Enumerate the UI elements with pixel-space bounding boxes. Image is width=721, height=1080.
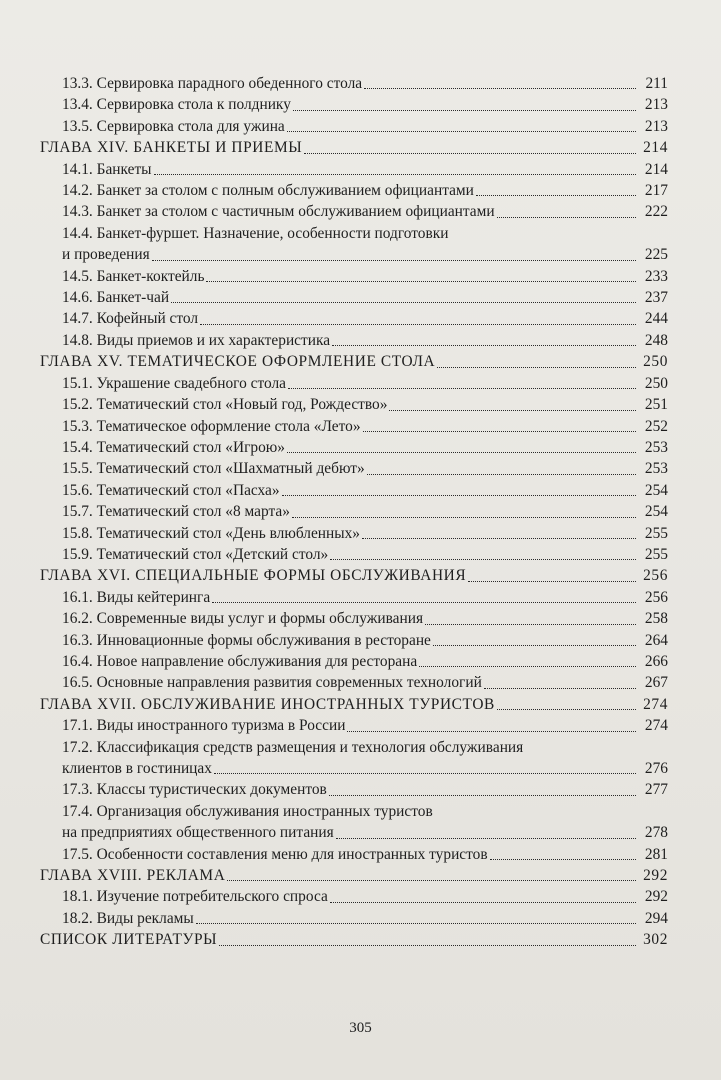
toc-page-number: 214: [644, 160, 668, 178]
toc-entry-lead: [40, 523, 638, 544]
toc-entry-title: 18.2. Виды рекламы: [62, 909, 194, 927]
toc-entry-title: ГЛАВА XVIII. РЕКЛАМА: [40, 867, 226, 885]
dot-leader: [364, 88, 636, 89]
dot-leader: [484, 688, 636, 689]
toc-entry-lead: [40, 630, 638, 651]
toc-entry-lead: [40, 416, 638, 437]
toc-entry-lead: [40, 244, 638, 265]
toc-entry: [40, 822, 668, 843]
toc-entry-lead: [40, 672, 638, 693]
dot-leader: [154, 174, 636, 175]
toc-entry-title: 15.8. Тематический стол «День влюбленных»: [62, 524, 360, 542]
toc-page-number: 251: [644, 396, 668, 414]
toc-page-number: 248: [644, 331, 668, 349]
toc-page-number: 255: [644, 545, 668, 563]
toc-chapter-entry: [40, 865, 668, 886]
toc-page-number: 250: [644, 374, 668, 392]
toc-page-number: 214: [643, 139, 668, 157]
toc-page-number: 267: [644, 674, 668, 692]
toc-entry-lead: [40, 694, 638, 715]
toc-page-number: 278: [644, 824, 668, 842]
toc-entry-lead: [40, 394, 638, 415]
toc-page-number: 237: [644, 289, 668, 307]
toc-entry-lead: [40, 865, 638, 886]
toc-page-number: 211: [645, 75, 668, 92]
toc-entry: [40, 523, 668, 544]
toc-entry-first-line: [40, 223, 668, 244]
toc-entry-title: 17.1. Виды иностранного туризма в России: [62, 717, 346, 735]
toc-entry-lead: [40, 159, 638, 180]
toc-entry-title: 16.1. Виды кейтеринга: [62, 588, 211, 606]
toc-entry-title: на предприятиях общественного питания: [62, 824, 334, 842]
dot-leader: [497, 217, 636, 218]
toc-entry-title: ГЛАВА XIV. БАНКЕТЫ И ПРИЕМЫ: [40, 139, 303, 157]
dot-leader: [425, 624, 636, 625]
toc-entry: [40, 779, 668, 800]
toc-entry-title: 17.3. Классы туристических документов: [62, 781, 327, 799]
toc-page-number: 254: [644, 503, 668, 521]
toc-entry: [40, 373, 668, 394]
toc-entry-title: 14.6. Банкет-чай: [62, 289, 170, 307]
toc-entry-lead: [40, 758, 638, 779]
toc-page-number: 253: [644, 460, 668, 478]
dot-leader: [330, 559, 636, 560]
toc-entry-title: клиентов в гостиницах: [62, 760, 212, 777]
toc-entry: [40, 886, 668, 907]
dot-leader: [363, 431, 636, 432]
toc-entry-title: 15.2. Тематический стол «Новый год, Рождество»: [62, 396, 388, 414]
toc-page-number: 276: [644, 760, 668, 777]
table-of-contents: [40, 73, 668, 951]
toc-entry-title: СПИСОК ЛИТЕРАТУРЫ: [40, 931, 218, 949]
toc-entry-title: 16.3. Инновационные формы обслуживания в ресторане: [62, 631, 431, 649]
toc-entry: [40, 416, 668, 437]
toc-entry-title: 16.5. Основные направления развития современных технологий: [62, 674, 482, 692]
dot-leader: [200, 324, 636, 325]
toc-entry-title: 14.8. Виды приемов и их характеристика: [62, 331, 331, 349]
toc-entry: [40, 458, 668, 479]
toc-chapter-entry: [40, 929, 668, 950]
dot-leader: [433, 645, 636, 646]
dot-leader: [206, 281, 636, 282]
toc-entry-title: 17.2. Классификация средств размещения и технология обслуживания: [62, 738, 524, 756]
toc-entry-title: 15.3. Тематическое оформление стола «Лето»: [62, 417, 361, 435]
dot-leader: [288, 388, 636, 389]
toc-entry-title: 18.1. Изучение потребительского спроса: [62, 888, 328, 906]
toc-page-number: 225: [644, 246, 668, 264]
toc-entry: [40, 116, 668, 137]
toc-page-number: 233: [644, 267, 668, 285]
toc-entry-lead: [40, 373, 638, 394]
toc-page-number: 250: [643, 353, 668, 371]
toc-entry-lead: [40, 715, 638, 736]
toc-entry-title: 17.4. Организация обслуживания иностранных туристов: [62, 802, 433, 820]
toc-page-number: 274: [644, 717, 668, 735]
toc-entry-lead: [40, 886, 638, 907]
toc-entry: [40, 715, 668, 736]
toc-entry: [40, 201, 668, 222]
dot-leader: [490, 859, 636, 860]
toc-page-number: 264: [644, 631, 668, 649]
toc-entry-title: 13.3. Сервировка парадного обеденного стола: [62, 75, 363, 92]
toc-chapter-entry: [40, 565, 668, 586]
toc-entry-title: 14.7. Кофейный стол: [62, 310, 199, 328]
toc-entry: [40, 244, 668, 265]
toc-entry: [40, 437, 668, 458]
dot-leader: [497, 709, 636, 710]
toc-entry: [40, 501, 668, 522]
toc-entry: [40, 672, 668, 693]
dot-leader: [329, 795, 636, 796]
dot-leader: [336, 838, 636, 839]
toc-entry-title: 14.2. Банкет за столом с полным обслуживанием официантами: [62, 182, 474, 200]
toc-page-number: 302: [643, 931, 668, 949]
dot-leader: [171, 302, 636, 303]
dot-leader: [282, 495, 636, 496]
dot-leader: [219, 945, 636, 946]
toc-entry-lead: [40, 330, 638, 351]
toc-entry-lead: [40, 287, 638, 308]
toc-entry-lead: [40, 565, 638, 586]
toc-entry-lead: [40, 351, 638, 372]
toc-entry-lead: [40, 929, 638, 950]
toc-entry-lead: [40, 73, 638, 94]
toc-entry-lead: [40, 822, 638, 843]
toc-chapter-entry: [40, 694, 668, 715]
toc-entry-lead: [40, 844, 638, 865]
toc-entry-title: 14.5. Банкет-коктейль: [62, 267, 205, 285]
dot-leader: [367, 474, 636, 475]
toc-entry-first-line: [40, 801, 668, 822]
toc-page-number: 244: [644, 310, 668, 328]
toc-entry-lead: [40, 480, 638, 501]
toc-page-number: 256: [643, 567, 668, 585]
toc-entry: [40, 908, 668, 929]
toc-entry: [40, 330, 668, 351]
toc-page-number: 213: [644, 96, 668, 114]
toc-entry-title: 16.4. Новое направление обслуживания для ресторана: [62, 652, 418, 670]
toc-page-number: 254: [644, 481, 668, 499]
toc-entry: [40, 630, 668, 651]
toc-entry-title: 15.4. Тематический стол «Игрою»: [62, 438, 285, 456]
toc-entry-lead: [40, 587, 638, 608]
toc-entry: [40, 608, 668, 629]
toc-entry-lead: [40, 180, 638, 201]
toc-entry-lead: [40, 94, 638, 115]
toc-entry-lead: [40, 458, 638, 479]
toc-entry: [40, 308, 668, 329]
toc-page-number: 253: [644, 438, 668, 456]
dot-leader: [347, 731, 636, 732]
toc-entry-lead: [40, 201, 638, 222]
toc-page-number: 217: [644, 182, 668, 200]
toc-entry-lead: [40, 908, 638, 929]
dot-leader: [476, 195, 636, 196]
dot-leader: [292, 517, 636, 518]
dot-leader: [437, 367, 636, 368]
toc-entry-title: 15.7. Тематический стол «8 марта»: [62, 503, 290, 521]
toc-page-number: 256: [644, 588, 668, 606]
toc-entry: [40, 480, 668, 501]
dot-leader: [419, 666, 636, 667]
toc-entry: [40, 180, 668, 201]
dot-leader: [468, 581, 636, 582]
toc-entry-title: 13.5. Сервировка стола для ужина: [62, 117, 285, 135]
toc-entry-title: 14.3. Банкет за столом с частичным обслуживанием официантами: [62, 203, 495, 221]
toc-page-number: 252: [644, 417, 668, 435]
dot-leader: [389, 410, 636, 411]
toc-entry-title: ГЛАВА XVI. СПЕЦИАЛЬНЫЕ ФОРМЫ ОБСЛУЖИВАНИЯ: [40, 567, 467, 585]
dot-leader: [214, 773, 636, 774]
toc-entry-title: 15.6. Тематический стол «Пасха»: [62, 481, 280, 499]
toc-entry: [40, 651, 668, 672]
toc-page-number: 274: [643, 695, 668, 713]
toc-entry-title: 15.9. Тематический стол «Детский стол»: [62, 545, 329, 563]
toc-entry-title: 15.1. Украшение свадебного стола: [62, 374, 286, 392]
toc-entry-lead: [40, 308, 638, 329]
toc-page-number: 281: [644, 845, 668, 863]
toc-page-number: 277: [644, 781, 668, 799]
dot-leader: [332, 345, 636, 346]
dot-leader: [362, 538, 636, 539]
dot-leader: [304, 153, 636, 154]
toc-entry-title: 13.4. Сервировка стола к полднику: [62, 96, 291, 114]
page-number: 305: [349, 1020, 372, 1036]
toc-page-number: 222: [644, 203, 668, 221]
toc-entry-title: 14.1. Банкеты: [62, 160, 152, 178]
dot-leader: [152, 260, 636, 261]
toc-entry: [40, 758, 668, 779]
toc-entry-lead: [40, 116, 638, 137]
toc-entry: [40, 287, 668, 308]
toc-entry-title: и проведения: [62, 246, 150, 264]
toc-entry-title: ГЛАВА XV. ТЕМАТИЧЕСКОЕ ОФОРМЛЕНИЕ СТОЛА: [40, 353, 436, 371]
toc-page-number: 266: [644, 652, 668, 670]
toc-entry-title: 16.2. Современные виды услуг и формы обслуживания: [62, 610, 424, 628]
dot-leader: [293, 110, 636, 111]
toc-entry: [40, 94, 668, 115]
toc-entry-lead: [40, 266, 638, 287]
dot-leader: [196, 923, 636, 924]
toc-page-number: 292: [643, 867, 668, 885]
toc-page-number: 292: [644, 888, 668, 906]
dot-leader: [287, 452, 636, 453]
toc-page-number: 294: [644, 909, 668, 927]
toc-entry-lead: [40, 501, 638, 522]
toc-entry: [40, 73, 668, 94]
toc-entry: [40, 544, 668, 565]
toc-entry: [40, 266, 668, 287]
toc-entry: [40, 587, 668, 608]
toc-entry-title: 15.5. Тематический стол «Шахматный дебют»: [62, 460, 365, 478]
dot-leader: [227, 880, 636, 881]
toc-entry-first-line: [40, 737, 668, 758]
toc-entry: [40, 159, 668, 180]
toc-entry-title: 14.4. Банкет-фуршет. Назначение, особенности подготовки: [62, 224, 449, 242]
toc-entry-lead: [40, 608, 638, 629]
toc-entry-lead: [40, 137, 638, 158]
toc-page-number: 255: [644, 524, 668, 542]
dot-leader: [330, 902, 636, 903]
toc-page-number: 213: [644, 117, 668, 135]
toc-chapter-entry: [40, 351, 668, 372]
toc-entry-lead: [40, 779, 638, 800]
toc-entry: [40, 394, 668, 415]
toc-entry: [40, 844, 668, 865]
toc-entry-title: 17.5. Особенности составления меню для иностранных туристов: [62, 845, 488, 863]
toc-page-number: 258: [644, 610, 668, 628]
dot-leader: [212, 602, 636, 603]
toc-entry-title: ГЛАВА XVII. ОБСЛУЖИВАНИЕ ИНОСТРАННЫХ ТУРИСТОВ: [40, 695, 495, 713]
toc-entry-lead: [40, 651, 638, 672]
toc-chapter-entry: [40, 137, 668, 158]
toc-entry-lead: [40, 437, 638, 458]
toc-entry-lead: [40, 544, 638, 565]
dot-leader: [287, 131, 636, 132]
